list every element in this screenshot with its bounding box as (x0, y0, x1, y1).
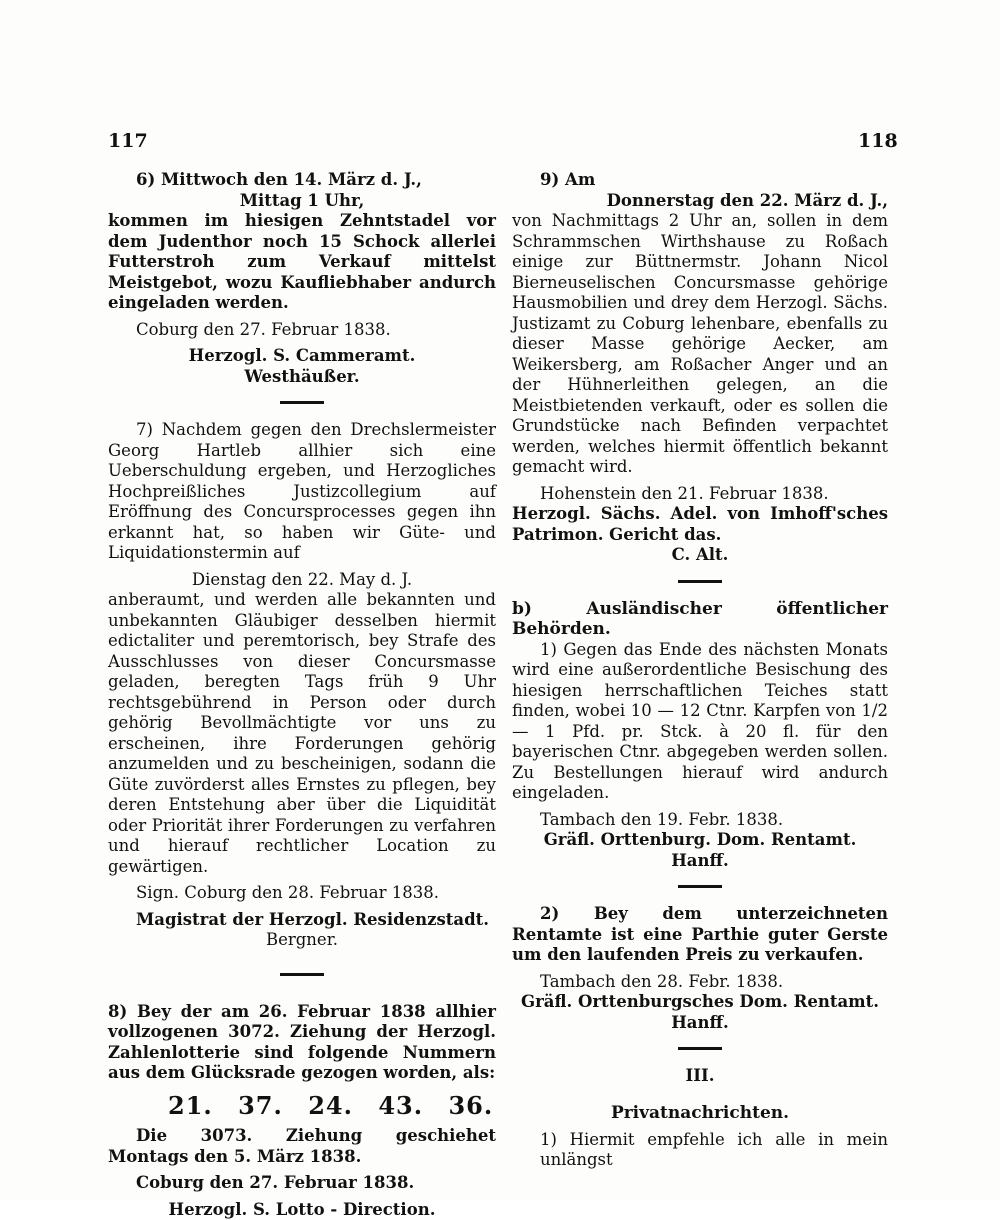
right-column (512, 170, 888, 1171)
page-number-left: 117 (108, 130, 148, 152)
section-number: III. (512, 1066, 888, 1087)
section-divider (280, 973, 324, 976)
notice-authority: Herzogl. S. Cammeramt. (108, 346, 496, 367)
notice-time: Mittag 1 Uhr, (108, 191, 496, 212)
notice-authority: Gräfl. Orttenburgsches Dom. Rentamt. (512, 992, 888, 1013)
left-column (108, 170, 496, 1220)
section-divider (280, 401, 324, 404)
section-divider (678, 580, 722, 583)
lottery-numbers: 21. 37. 24. 43. 36. (168, 1096, 496, 1117)
notice-6 (108, 170, 496, 387)
notice-signer: C. Alt. (512, 545, 888, 566)
notice-8 (108, 1002, 496, 1220)
notice-body: kommen im hiesigen Zehntstadel vor dem Judenthor noch 15 Schock allerlei Futterstroh zum Verkauf mittelst Meistgebot, wozu Kaufliebhaber andurch eingeladen werden. (108, 211, 496, 314)
notice-authority: Herzogl. Sächs. Adel. von Imhoff'sches Patrimon. Gericht das. (512, 504, 888, 545)
notice-authority: Magistrat der Herzogl. Residenzstadt. (108, 910, 496, 931)
section-divider (678, 1047, 722, 1050)
private-notice-start: 1) Hiermit empfehle ich alle in mein unlängst (512, 1130, 888, 1171)
notice-time: Donnerstag den 22. März d. J., (512, 191, 888, 212)
notice-date: Hohenstein den 21. Februar 1838. (512, 484, 888, 505)
notice-date: Coburg den 27. Februar 1838. (108, 320, 496, 341)
notice-authority: Herzogl. S. Lotto - Direction. (108, 1200, 496, 1220)
notice-term-date: Dienstag den 22. May d. J. (108, 570, 496, 591)
notice-body: 1) Gegen das Ende des nächsten Monats wird eine außerordentliche Besischung des hiesigen herrschaftlichen Teiches statt finden, wobei 10 — 12 Ctnr. Karpfen von 1/2 — 1 Pfd. pr. Stck. à 20 fl. für den bayerischen Ctnr. abgegeben werden sollen. Zu Bestellungen hierauf wird andurch eingeladen. (512, 640, 888, 804)
next-drawing: Die 3073. Ziehung geschiehet Montags den 5. März 1838. (108, 1126, 496, 1167)
notice-body: 7) Nachdem gegen den Drechslermeister Georg Hartleb allhier sich eine Ueberschuldung ergeben, und Herzogliches Hochpreißliches Justizcollegium auf Eröffnung des Concursprocesses gegen ihn erkannt hat, so haben wir Güte- und Liquidationstermin auf (108, 420, 496, 564)
notice-b1 (512, 640, 888, 872)
section-heading-b: b) Ausländischer öffentlicher Behörden. (512, 599, 888, 640)
notice-date: Coburg den 27. Februar 1838. (108, 1173, 496, 1194)
notice-heading: 9) Am (512, 170, 888, 191)
notice-signer: Westhäußer. (108, 367, 496, 388)
notice-signer: Hanff. (512, 1013, 888, 1034)
section-divider (678, 885, 722, 888)
notice-7 (108, 420, 496, 951)
section-heading-private: Privatnachrichten. (512, 1103, 888, 1124)
notice-b2 (512, 904, 888, 1033)
notice-date: Tambach den 28. Febr. 1838. (512, 972, 888, 993)
notice-authority: Gräfl. Orttenburg. Dom. Rentamt. (512, 830, 888, 851)
notice-signer: Hanff. (512, 851, 888, 872)
notice-body: 8) Bey der am 26. Februar 1838 allhier vollzogenen 3072. Ziehung der Herzogl. Zahlenlotterie sind folgende Nummern aus dem Glücksrade gezogen worden, als: (108, 1002, 496, 1084)
notice-date: Sign. Coburg den 28. Februar 1838. (108, 883, 496, 904)
notice-heading: 6) Mittwoch den 14. März d. J., (108, 170, 496, 191)
notice-body-continued: anberaumt, und werden alle bekannten und unbekannten Gläubiger desselben hiermit edictaliter und peremtorisch, bey Strafe des Ausschlusses von dieser Concursmasse geladen, beregten Tags früh 9 Uhr rechtsgebührend in Person oder durch gehörig Bevollmächtigte vor uns zu erscheinen, ihre Forderungen gehörig anzumelden und zu bescheinigen, sodann die Güte zuvörderst alles Ernstes zu pflegen, bey deren Entstehung aber über die Liquidität oder Priorität ihrer Forderungen zu verfahren und hierauf rechtlicher Location zu gewärtigen. (108, 590, 496, 877)
notice-body: von Nachmittags 2 Uhr an, sollen in dem Schrammschen Wirthshause zu Roßach einige zur Büttnermstr. Johann Nicol Bierneuselischen Concursmasse gehörige Hausmobilien und drey dem Herzogl. Sächs. Justizamt zu Coburg lehenbare, ebenfalls zu dieser Masse gehörige Aecker, am Weikersberg, am Roßacher Anger und an der Hühnerleithen gelegen, an die Meistbietenden verkauft, oder es sollen die Grundstücke nach Befinden verpachtet werden, welches hiermit öffentlich bekannt gemacht wird. (512, 211, 888, 478)
notice-9 (512, 170, 888, 566)
notice-signer: Bergner. (108, 930, 496, 951)
notice-body: 2) Bey dem unterzeichneten Rentamte ist eine Parthie guter Gerste um den laufenden Preis zu verkaufen. (512, 904, 888, 966)
page-number-right: 118 (858, 130, 898, 152)
notice-date: Tambach den 19. Febr. 1838. (512, 810, 888, 831)
